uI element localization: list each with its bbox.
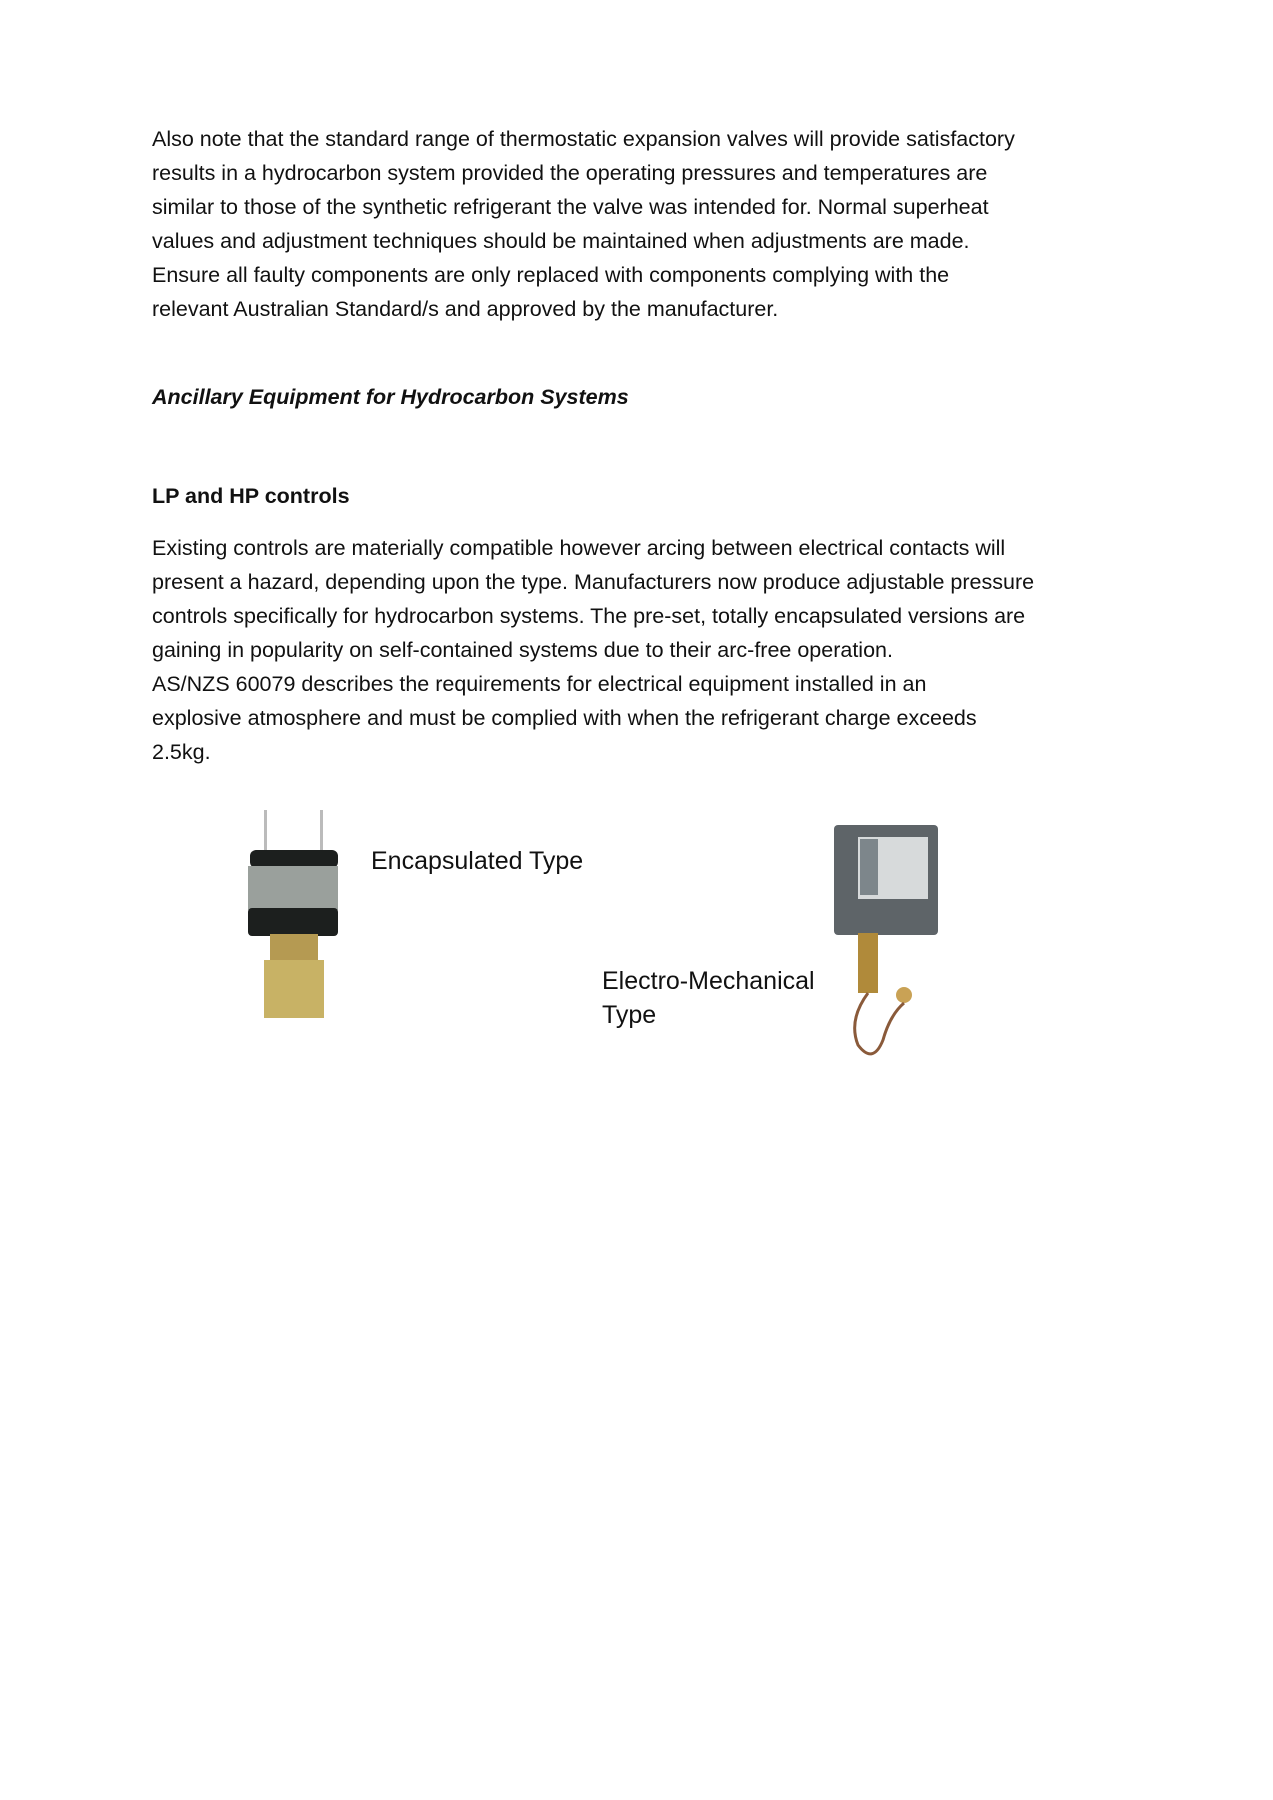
text-line: Also note that the standard range of thermostatic expansion valves will provide satisfactory xyxy=(152,127,1015,151)
text-line: controls specifically for hydrocarbon systems. The pre-set, totally encapsulated versions are xyxy=(152,604,1026,628)
text-line: gaining in popularity on self-contained systems due to their arc-free operation. xyxy=(152,638,893,662)
text-line: Ensure all faulty components are only replaced with components complying with the xyxy=(152,263,950,287)
text-line: AS/NZS 60079 describes the requirements for electrical equipment installed in an xyxy=(152,672,927,696)
text-line: present a hazard, depending upon the type. Manufacturers now produce adjustable pressure xyxy=(152,570,1035,594)
text-line: results in a hydrocarbon system provided the operating pressures and temperatures are xyxy=(152,161,988,185)
encapsulated-switch-image xyxy=(244,810,346,1020)
electro-mechanical-switch-image xyxy=(828,815,948,1065)
subheading: LP and HP controls xyxy=(152,484,350,508)
encapsulated-type-label xyxy=(371,844,583,878)
controls-paragraph xyxy=(152,531,1152,769)
text-line: Existing controls are materially compatible however arcing between electrical contacts will xyxy=(152,536,1006,560)
label-line: Encapsulated Type xyxy=(371,847,584,875)
text-line: values and adjustment techniques should be maintained when adjustments are made. xyxy=(152,229,970,253)
electro-mechanical-type-label xyxy=(602,964,815,1032)
intro-paragraph xyxy=(152,122,1152,326)
text-line: 2.5kg. xyxy=(152,740,211,764)
text-line: relevant Australian Standard/s and approved by the manufacturer. xyxy=(152,297,779,321)
label-line: Electro-Mechanical xyxy=(602,967,815,995)
text-line: similar to those of the synthetic refrigerant the valve was intended for. Normal superheat xyxy=(152,195,989,219)
section-heading: Ancillary Equipment for Hydrocarbon Systems xyxy=(152,385,629,409)
label-line: Type xyxy=(602,1001,657,1029)
text-line: explosive atmosphere and must be complied with when the refrigerant charge exceeds xyxy=(152,706,977,730)
